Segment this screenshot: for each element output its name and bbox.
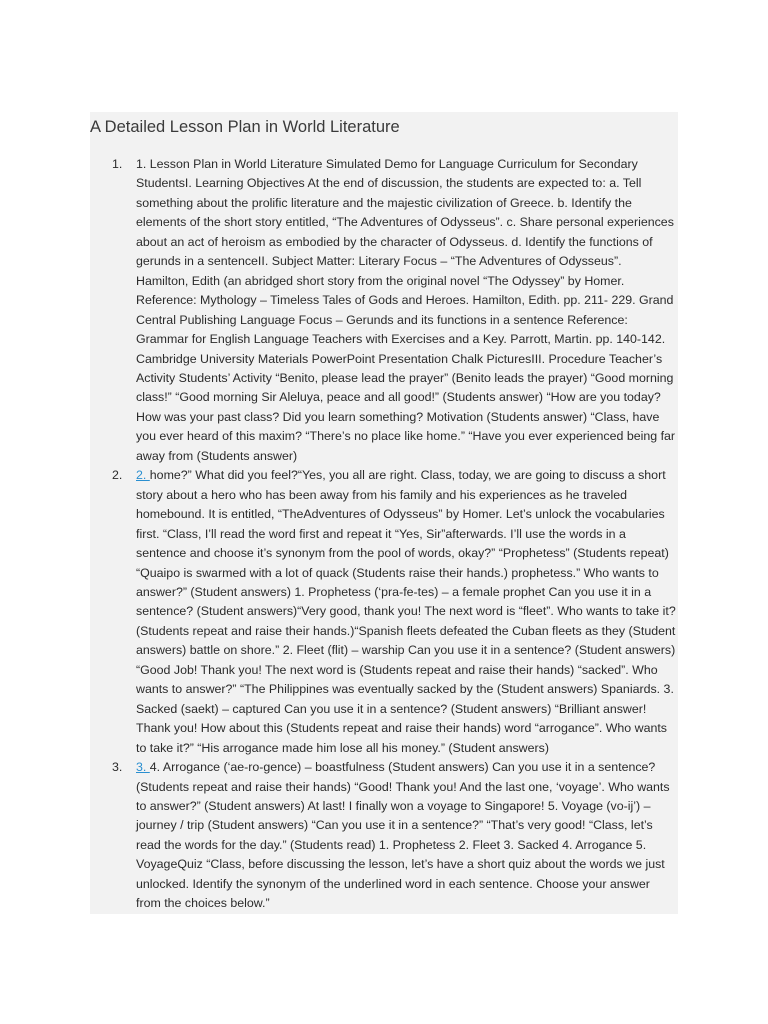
list-item bbox=[90, 155, 678, 466]
document-panel bbox=[90, 112, 678, 914]
document-title: A Detailed Lesson Plan in World Literature bbox=[90, 118, 400, 136]
page-link-2[interactable]: 2. bbox=[136, 468, 150, 483]
item-number: 3. bbox=[112, 760, 123, 775]
item-number: 1. bbox=[112, 157, 123, 171]
page-link-3[interactable]: 3. bbox=[136, 760, 150, 775]
item-text: home?” What did you feel?“Yes, you all are right. Class, today, we are going to discuss a short story about a hero who has been away from his family and his experiences as he traveled homebound. It is entitled, “TheAdventures of Odysseus” by Homer. Let’s unlock the vocabularies first. “Class, I’ll read the word first and repeat it “Yes, Sir”afterwards. I’ll use the words in a sentence and choose it’s synonym from the pool of words, okay?” “Prophetess” (Students repeat) “Quaipo is swarmed with a lot of quack (Students raise their hands.) prophetess.” Who wants to answer?” (Student answers) 1. Prophetess (‘pra-fe-tes) – a female prophet Can you use it in a sentence? (Student answers)“Very good, thank you! The next word is “fleet”. Who wants to take it? (Students repeat and raise their hands.)“Spanish fleets defeated the Cuban fleets as they (Student answers) battle on shore.” 2. Fleet (flit) – warship Can you use it in a sentence? (Student answers) “Good Job! Thank you! The next word is (Students repeat and raise their hands) “sacked”. Who wants to answer?” “The Philippines was eventually sacked by the (Student answers) Spaniards. 3. Sacked (saekt) – captured Can you use it in a sentence? (Student answers) “Brilliant answer! Thank you! How about this (Students repeat and raise their hands) word “arrogance”. Who wants to take it?” “His arrogance made him lose all his money.” (Student answers) bbox=[136, 468, 676, 755]
item-number: 2. bbox=[112, 468, 123, 483]
page-list bbox=[90, 155, 678, 914]
list-item bbox=[90, 466, 678, 758]
item-text: 1. Lesson Plan in World Literature Simulated Demo for Language Curriculum for Secondary StudentsI. Learning Objectives At the end of discussion, the students are expected to: a. Tell something about the prolific literature and the majestic civilization of Greece. b. Identify the elements of the short story entitled, “The Adventures of Odysseus”. c. Share personal experiences about an act of heroism as embodied by the character of Odysseus. d. Identify the functions of gerunds in a sentenceII. Subject Matter: Literary Focus – “The Adventures of Odysseus”. Hamilton, Edith (an abridged short story from the original novel “The Odyssey” by Homer. Reference: Mythology – Timeless Tales of Gods and Heroes. Hamilton, Edith. pp. 211- 229. Grand Central Publishing Language Focus – Gerunds and its functions in a sentence Reference: Grammar for English Language Teachers with Exercises and a Key. Parrott, Martin. pp. 140-142. Cambridge University Materials PowerPoint Presentation Chalk PicturesIII. Procedure Teacher’s Activity Students’ Activity “Benito, please lead the prayer” (Benito leads the prayer) “Good morning class!” “Good morning Sir Aleluya, peace and all good!” (Students answer) “How are you today? How was your past class? Did you learn something? Motivation (Students answer) “Class, have you ever heard of this maxim? “There’s no place like home.” “Have you ever experienced being far away from (Students answer) bbox=[136, 157, 676, 463]
list-item bbox=[90, 758, 678, 914]
item-text: 4. Arrogance (‘ae-ro-gence) – boastfulness (Student answers) Can you use it in a sentence? (Students repeat and raise their hands) “Good! Thank you! And the last one, ‘voyage’. Who wants to answer?” (Student answers) At last! I finally won a voyage to Singapore! 5. Voyage (vo-ij’) – journey / trip (Student answers) “Can you use it in a sentence?” “That’s very good! “Class, let’s read the words for the day.” (Students read) 1. Prophetess 2. Fleet 3. Sacked 4. Arrogance 5. VoyageQuiz “Class, before discussing the lesson, let’s have a short quiz about the words we just unlocked. Identify the synonym of the underlined word in each sentence. Choose your answer from the choices below.” bbox=[136, 760, 670, 911]
